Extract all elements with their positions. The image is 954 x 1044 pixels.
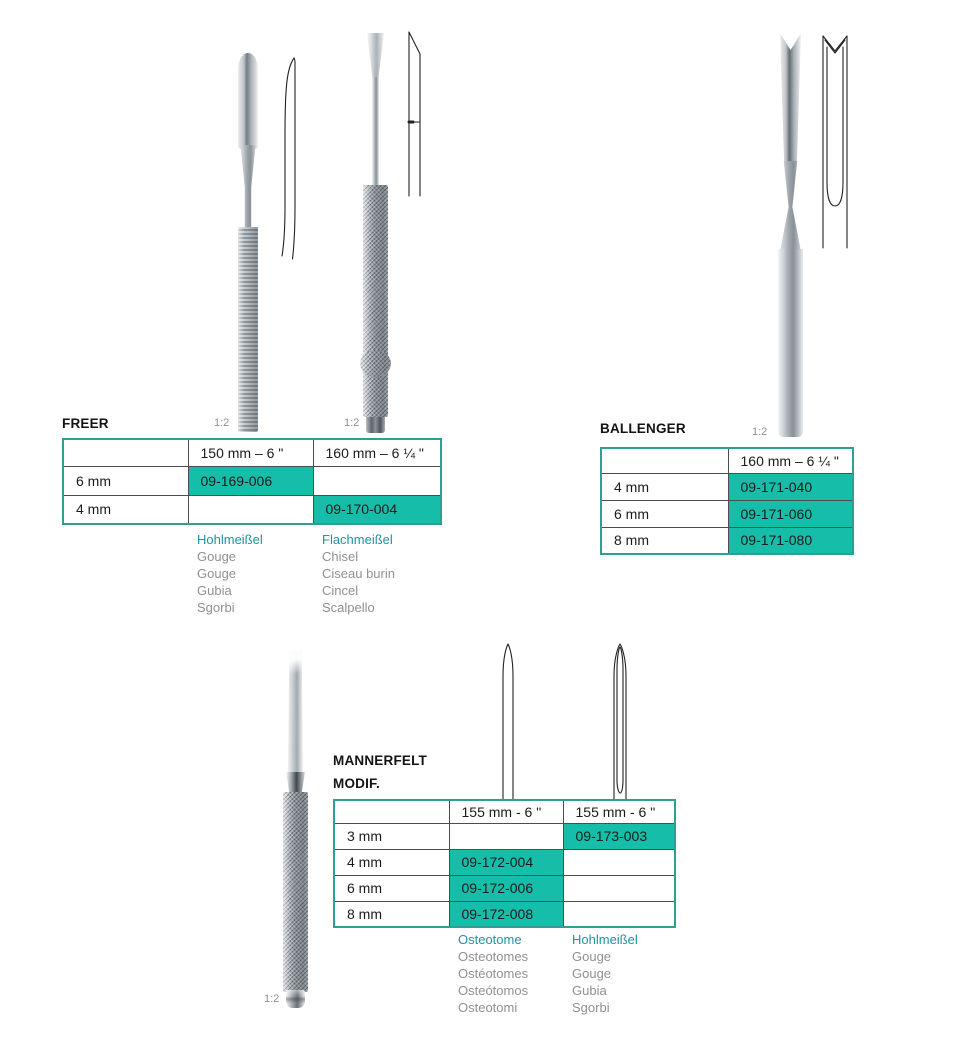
ballenger-handle (778, 249, 803, 437)
term-translation: Gouge (572, 966, 612, 981)
table-row (601, 527, 853, 554)
chisel-handle-tip (366, 417, 385, 433)
freer-chisel-photo (362, 33, 389, 434)
term-translation: Gouge (197, 566, 237, 581)
gouge-blade (238, 53, 258, 149)
mannerfelt-profile-drawing-straight-icon (499, 642, 517, 800)
term-translation: Osteótomos (458, 983, 529, 998)
size-cell: 4 mm (601, 473, 728, 500)
size-cell: 3 mm (334, 823, 449, 849)
ballenger-v-notch-blade (780, 33, 801, 165)
ballenger-size-table (600, 447, 854, 555)
scale-ratio-label: 1:2 (214, 417, 230, 429)
scale-ratio-label: 1:2 (344, 417, 360, 429)
mannerfelt-profile-drawing-curved-icon (610, 642, 630, 800)
part-number-cell: 09-171-040 (728, 473, 853, 500)
table-header-row (63, 439, 441, 466)
empty-cell (449, 823, 563, 849)
osteotome-end-cap (286, 990, 305, 1008)
chisel-shaft (372, 77, 379, 190)
ballenger-swivel-knife-photo (777, 33, 804, 437)
chisel-knurled-handle (363, 185, 388, 417)
column-header: 160 mm – 6 ¼ " (313, 439, 441, 466)
gouge-ribbed-handle (238, 227, 258, 432)
empty-cell (563, 901, 675, 927)
empty-cell (563, 849, 675, 875)
term-translation: Osteotomes (458, 949, 529, 964)
ballenger-profile-drawing-icon (821, 32, 849, 250)
size-cell: 8 mm (601, 527, 728, 554)
column-header: 155 mm - 6 " (449, 800, 563, 823)
empty-cell (563, 875, 675, 901)
mannerfelt-size-table (333, 799, 676, 928)
empty-cell (188, 495, 313, 524)
term-heading: Flachmeißel (322, 532, 393, 547)
table-row (601, 500, 853, 527)
freer-chisel-profile-drawing-icon (407, 30, 423, 200)
part-number-cell: 09-173-003 (563, 823, 675, 849)
table-header-row (334, 800, 675, 823)
size-cell: 4 mm (334, 849, 449, 875)
table-row (63, 495, 441, 524)
freer-gouge-photo (236, 53, 260, 432)
term-heading: Hohlmeißel (572, 932, 638, 947)
mannerfelt-term-column-1 (458, 931, 528, 1016)
size-cell: 6 mm (334, 875, 449, 901)
term-translation: Gouge (572, 949, 612, 964)
section-title-mannerfelt-line2: MODIF. (333, 776, 380, 791)
table-row (334, 849, 675, 875)
table-header-row (601, 448, 853, 473)
osteotome-blade (288, 650, 303, 774)
column-header (601, 448, 728, 473)
term-translation: Sgorbi (572, 1000, 610, 1015)
term-translation: Cincel (322, 583, 359, 598)
section-title-freer: FREER (62, 416, 109, 431)
chisel-blade (367, 33, 384, 79)
column-header (334, 800, 449, 823)
column-header: 150 mm – 6 " (188, 439, 313, 466)
column-header: 155 mm - 6 " (563, 800, 675, 823)
column-header (63, 439, 188, 466)
scale-ratio-label: 1:2 (264, 993, 280, 1005)
part-number-cell: 09-169-006 (188, 466, 313, 495)
part-number-cell: 09-172-008 (449, 901, 563, 927)
size-cell: 6 mm (601, 500, 728, 527)
term-translation: Gouge (197, 549, 237, 564)
osteotome-knurled-handle (283, 792, 308, 992)
scale-ratio-label: 1:2 (752, 426, 768, 438)
term-translation: Gubia (572, 983, 607, 998)
part-number-cell: 09-171-060 (728, 500, 853, 527)
table-row (334, 901, 675, 927)
table-row (601, 473, 853, 500)
table-row (334, 823, 675, 849)
size-cell: 6 mm (63, 466, 188, 495)
freer-size-table (62, 438, 442, 525)
freer-term-column-1 (197, 531, 263, 616)
term-translation: Gubia (197, 583, 232, 598)
ballenger-waist (777, 161, 804, 253)
term-translation: Scalpello (322, 600, 375, 615)
mannerfelt-osteotome-photo (281, 650, 309, 1008)
section-title-ballenger: BALLENGER (600, 421, 686, 436)
chisel-handle-bulge (360, 350, 391, 377)
size-cell: 4 mm (63, 495, 188, 524)
section-title-mannerfelt-line1: MANNERFELT (333, 753, 427, 768)
term-translation: Ostéotomes (458, 966, 529, 981)
table-row (334, 875, 675, 901)
freer-gouge-profile-drawing-icon (280, 56, 302, 262)
gouge-neck (238, 145, 258, 229)
mannerfelt-term-column-2 (572, 931, 638, 1016)
osteotome-collar (286, 772, 305, 794)
part-number-cell: 09-171-080 (728, 527, 853, 554)
part-number-cell: 09-172-006 (449, 875, 563, 901)
term-translation: Chisel (322, 549, 359, 564)
part-number-cell: 09-170-004 (313, 495, 441, 524)
column-header: 160 mm – 6 ¼ " (728, 448, 853, 473)
term-translation: Osteotomi (458, 1000, 518, 1015)
freer-term-column-2 (322, 531, 395, 616)
term-translation: Ciseau burin (322, 566, 395, 581)
size-cell: 8 mm (334, 901, 449, 927)
term-heading: Hohlmeißel (197, 532, 263, 547)
empty-cell (313, 466, 441, 495)
table-row (63, 466, 441, 495)
part-number-cell: 09-172-004 (449, 849, 563, 875)
term-translation: Sgorbi (197, 600, 235, 615)
term-heading: Osteotome (458, 932, 522, 947)
